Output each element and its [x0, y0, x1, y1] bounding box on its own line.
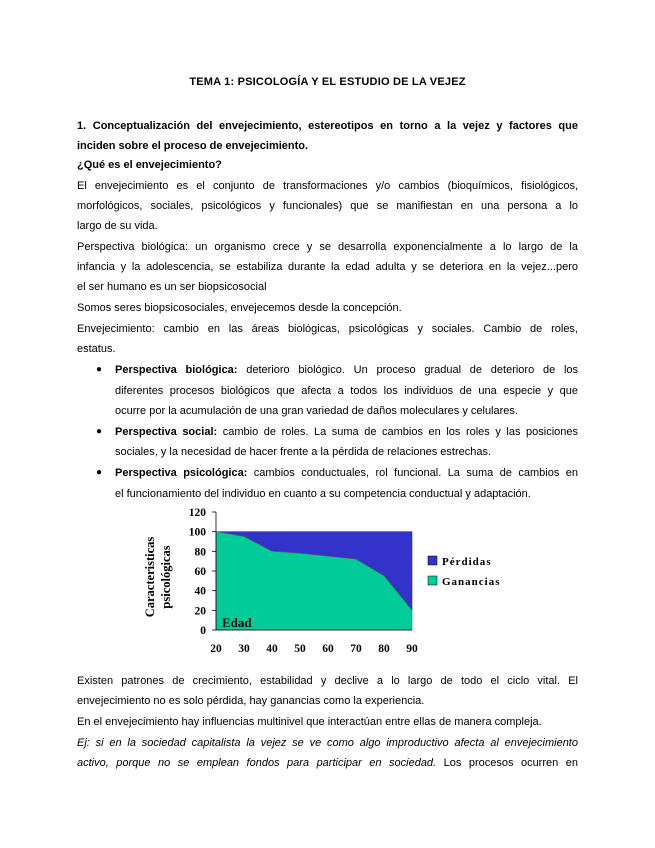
paragraph-2-line-2: infancia y la adolescencia, se estabiliza durante la edad adulta y se deteriora en la vejez...pero [77, 261, 578, 273]
x-tick-label: 70 [350, 643, 362, 655]
question-heading: ¿Qué es el envejecimiento? [77, 159, 222, 171]
paragraph-7-italic-line-1: Ej: si en la sociedad capitalista la vejez se ve como algo improductivo afecta al envejecimiento [77, 737, 578, 749]
x-tick-label: 40 [266, 643, 278, 655]
list-item-continuation: el funcionamiento del individuo en cuanto a su competencia conductual y adaptación. [115, 487, 531, 500]
paragraph-5-line-2: envejecimiento no es solo pérdida, hay ganancias como la experiencia. [77, 695, 425, 707]
list-item-continuation: diferentes procesos biológicos que afecta a todos los individuos de una especie y que [115, 384, 578, 397]
legend-label: Pérdidas [442, 556, 492, 568]
bullet-text: cambio de roles. La suma de cambios en los roles y las posiciones [217, 425, 578, 438]
paragraph-4-line-1: Envejecimiento: cambio en las áreas biológicas, psicológicas y sociales. Cambio de roles, [77, 323, 578, 335]
paragraph-6: En el envejecimiento hay influencias multinivel que interactúan entre ellas de manera compleja. [77, 716, 542, 728]
y-tick-label: 20 [194, 605, 206, 618]
y-tick-label: 40 [194, 585, 206, 598]
chart-plot [143, 507, 507, 655]
bullet-label: Perspectiva psicológica: [115, 466, 248, 479]
x-tick-label: 50 [294, 643, 306, 655]
aging-area-chart [140, 500, 520, 670]
y-tick-label: 100 [188, 526, 206, 539]
y-axis-label-line-2: psicológicas [159, 545, 173, 609]
paragraph-7-rest: Los procesos ocurren en [436, 757, 578, 769]
paragraph-1-line-2: morfológicos, sociales, psicológicos y funcionales) que se manifiestan en una persona a lo [77, 200, 578, 212]
paragraph-4-line-2: estatus. [77, 343, 116, 355]
paragraph-1-line-3: largo de su vida. [77, 220, 158, 232]
bullet-text: cambios conductuales, rol funcional. La suma de cambios en [247, 466, 578, 479]
paragraph-2-line-3: el ser humano es un ser biopsicosocial [77, 281, 267, 293]
paragraph-2-line-1: Perspectiva biológica: un organismo crece y se desarrolla exponencialmente a lo largo de la [77, 241, 578, 253]
paragraph-7-line-2 [77, 753, 578, 774]
legend-swatch [428, 576, 437, 585]
list-item-continuation: sociales, y la necesidad de hacer frente a la pérdida de relaciones estrechas. [115, 446, 492, 459]
bullet-label: Perspectiva social: [115, 425, 218, 438]
x-tick-label: 60 [322, 643, 334, 655]
y-tick-label: 60 [194, 566, 206, 578]
paragraph-1-line-1: El envejecimiento es el conjunto de transformaciones y/o cambios (bioquímicos, fisiológicos, [77, 180, 578, 192]
section-heading-line-2: inciden sobre el proceso de envejecimiento. [77, 140, 309, 152]
x-tick-label: 90 [406, 643, 418, 655]
legend-swatch [428, 556, 437, 565]
perspectives-list [96, 360, 579, 504]
list-item [96, 360, 579, 381]
legend-label: Ganancias [442, 576, 501, 588]
x-tick-label: 30 [238, 643, 250, 655]
bullet-label: Perspectiva biológica: [115, 364, 238, 376]
paragraph-3: Somos seres biopsicosociales, envejecemos desde la concepción. [77, 302, 402, 314]
bullet-icon: ● [96, 425, 103, 437]
list-item [96, 422, 578, 443]
bullet-icon: ● [96, 364, 103, 375]
x-tick-label: 80 [378, 643, 390, 655]
document-title: TEMA 1: PSICOLOGÍA Y EL ESTUDIO DE LA VEJEZ [189, 76, 466, 88]
y-tick-label: 120 [188, 507, 206, 519]
paragraph-5-line-1: Existen patrones de crecimiento, estabilidad y declive a lo largo de todo el ciclo vital. El [77, 675, 578, 687]
y-tick-label: 80 [194, 546, 206, 559]
inner-axis-label: Edad [222, 615, 252, 630]
list-item-continuation: ocurre por la acumulación de una gran variedad de daños moleculares y celulares. [115, 405, 518, 418]
bullet-text: deterioro biológico. Un proceso gradual de deterioro de los [237, 364, 579, 376]
bullet-icon: ● [96, 466, 103, 478]
list-item [96, 463, 578, 484]
y-tick-label: 0 [200, 625, 206, 637]
section-heading-line-1: 1. Conceptualización del envejecimiento, estereotipos en torno a la vejez y factores que [77, 120, 578, 132]
x-tick-label: 20 [210, 643, 222, 655]
y-axis-label-line-1: Caracteristicas [143, 536, 157, 618]
paragraph-7-italic-line-2: activo, porque no se emplean fondos para participar en sociedad. [77, 757, 437, 769]
